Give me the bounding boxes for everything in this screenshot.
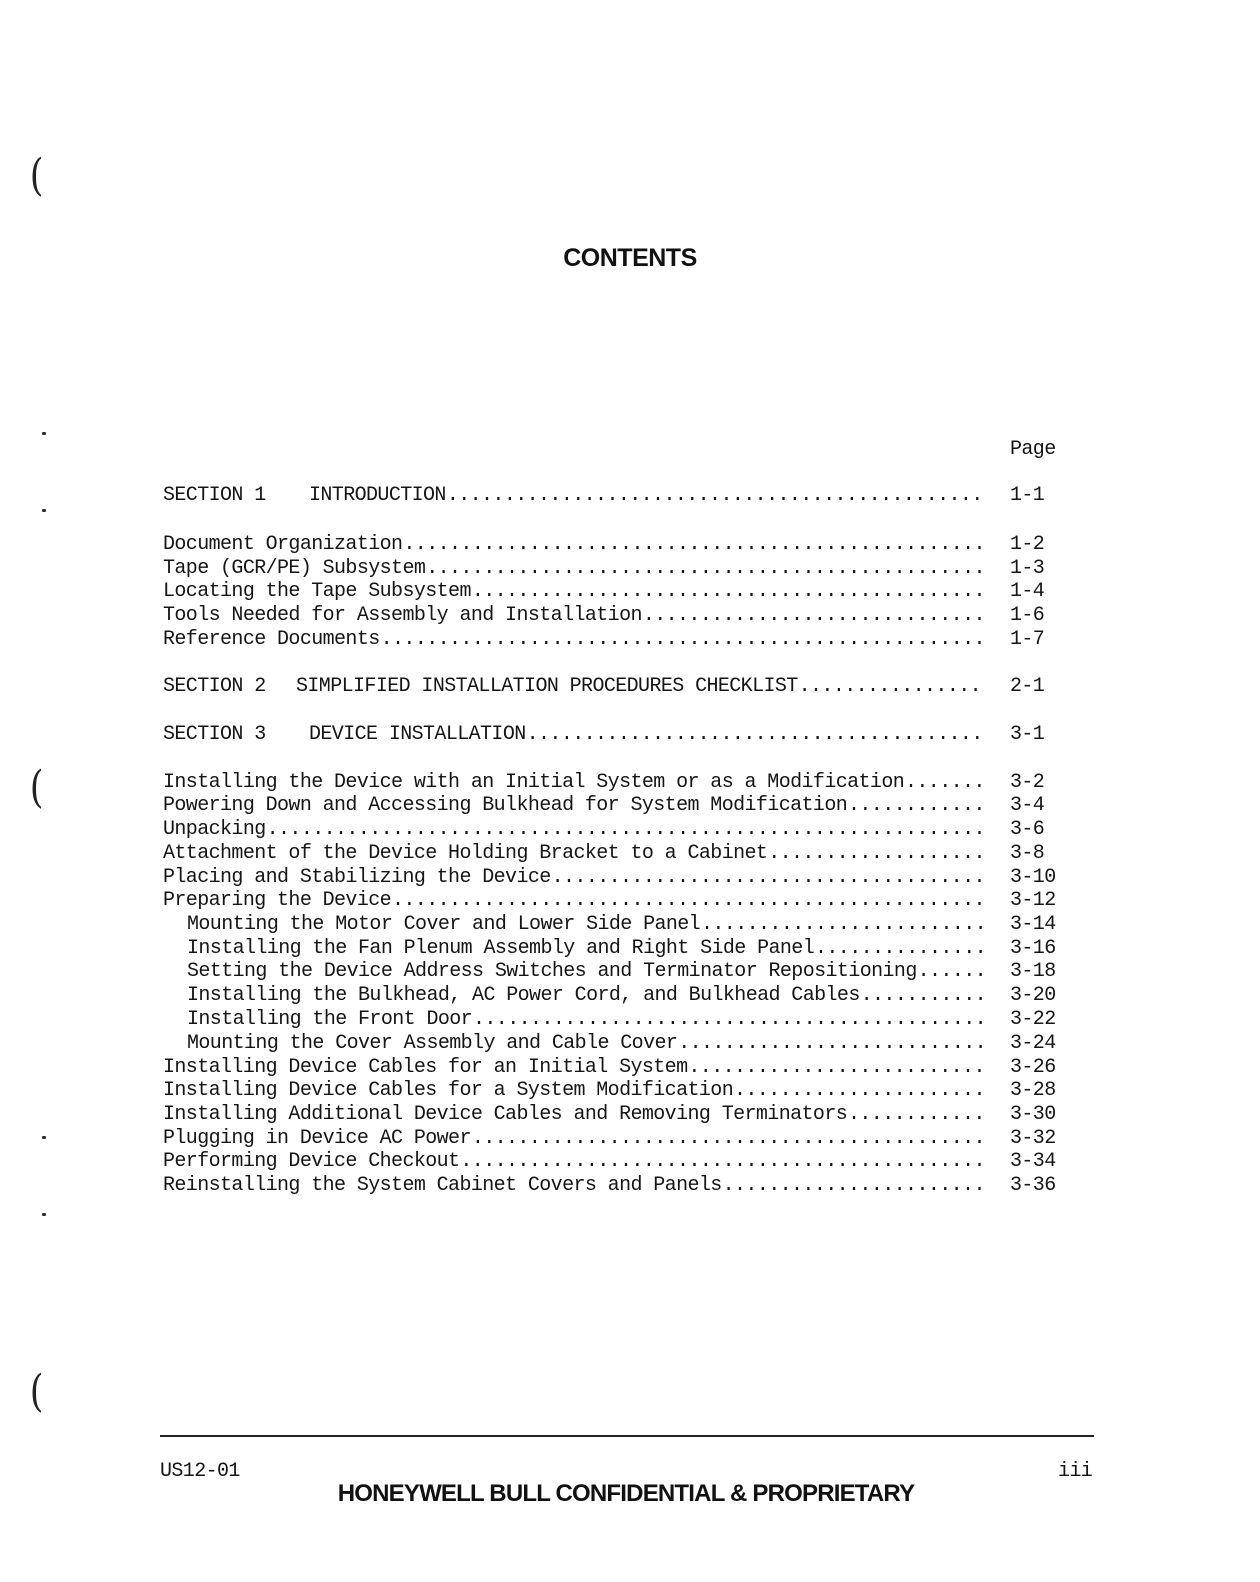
toc-entry-row[interactable] xyxy=(163,1174,1063,1198)
toc-page-ref: 3-6 xyxy=(1010,818,1045,841)
toc-leader-dots: .............................................. xyxy=(460,1150,985,1173)
scan-speck xyxy=(42,1136,46,1139)
document-id: US12-01 xyxy=(160,1460,240,1483)
toc-page-ref: 2-1 xyxy=(1010,675,1045,698)
toc-page-ref: 3-12 xyxy=(1010,889,1056,912)
toc-section-label: SECTION 2 xyxy=(163,675,266,698)
toc-entry-title: Installing the Front Door xyxy=(187,1008,473,1031)
toc-page-ref: 3-24 xyxy=(1010,1032,1056,1055)
toc-leader-dots: ................................................. xyxy=(426,557,985,580)
binding-mark-top: ( xyxy=(29,150,44,201)
toc-leader-dots: .......................... xyxy=(688,1056,985,1079)
toc-page-ref: 3-20 xyxy=(1010,984,1056,1007)
toc-entry-title: Reinstalling the System Cabinet Covers and Panels xyxy=(163,1174,722,1197)
toc-leader-dots: ............................................... xyxy=(446,484,983,507)
toc-page-ref: 3-4 xyxy=(1010,794,1045,817)
toc-leader-dots: ....................... xyxy=(722,1174,985,1197)
binding-mark-bottom: ( xyxy=(29,1366,44,1417)
toc-entry-row[interactable] xyxy=(163,818,1063,842)
toc-page-ref: 3-16 xyxy=(1010,937,1056,960)
toc-leader-dots: ................... xyxy=(768,842,985,865)
toc-leader-dots: .............................. xyxy=(642,604,985,627)
toc-page-ref: 3-2 xyxy=(1010,771,1045,794)
toc-leader-dots: ............................................. xyxy=(473,1008,987,1031)
toc-page-ref: 3-26 xyxy=(1010,1056,1056,1079)
scan-speck xyxy=(42,432,46,435)
toc-entry-title: Tape (GCR/PE) Subsystem xyxy=(163,557,426,580)
toc-subentry-row[interactable] xyxy=(163,937,1063,961)
toc-entry-row[interactable] xyxy=(163,1079,1063,1103)
toc-entry-row[interactable] xyxy=(163,580,1063,604)
toc-entry-title: Preparing the Device xyxy=(163,889,392,912)
toc-leader-dots: ......................... xyxy=(701,913,987,936)
toc-entry-row[interactable] xyxy=(163,1127,1063,1151)
toc-leader-dots: ............ xyxy=(848,794,985,817)
toc-entry-row[interactable] xyxy=(163,1056,1063,1080)
toc-leader-dots: .................................................... xyxy=(392,889,985,912)
toc-entry-row[interactable] xyxy=(163,628,1063,652)
toc-leader-dots: ..................................................... xyxy=(380,628,985,651)
toc-entry-title: Powering Down and Accessing Bulkhead for System Modification xyxy=(163,794,848,817)
toc-page-ref: 3-34 xyxy=(1010,1150,1056,1173)
toc-entry-row[interactable] xyxy=(163,557,1063,581)
toc-page-ref: 3-18 xyxy=(1010,960,1056,983)
toc-section-label: SECTION 3 xyxy=(163,723,266,746)
toc-entry-title: Placing and Stabilizing the Device xyxy=(163,866,551,889)
toc-page-ref: 3-28 xyxy=(1010,1079,1056,1102)
toc-subentry-row[interactable] xyxy=(163,1032,1063,1056)
toc-section-row[interactable] xyxy=(163,675,1063,699)
toc-entry-row[interactable] xyxy=(163,1103,1063,1127)
toc-section-title: DEVICE INSTALLATION xyxy=(309,723,526,746)
toc-entry-title: Performing Device Checkout xyxy=(163,1150,460,1173)
toc-entry-row[interactable] xyxy=(163,1150,1063,1174)
toc-entry-title: Attachment of the Device Holding Bracket to a Cabinet xyxy=(163,842,768,865)
toc-leader-dots: ....... xyxy=(905,771,985,794)
page-number: iii xyxy=(1058,1460,1093,1483)
toc-leader-dots: ...................................... xyxy=(551,866,985,889)
toc-leader-dots: ...................... xyxy=(734,1079,985,1102)
toc-entry-title: Plugging in Device AC Power xyxy=(163,1127,471,1150)
toc-entry-title: Installing the Fan Plenum Assembly and Right Side Panel xyxy=(187,937,815,960)
toc-entry-title: Installing Device Cables for an Initial System xyxy=(163,1056,688,1079)
scan-speck xyxy=(42,1213,46,1216)
toc-entry-title: Document Organization xyxy=(163,533,403,556)
toc-entry-title: Installing the Device with an Initial System or as a Modification xyxy=(163,771,905,794)
toc-entry-row[interactable] xyxy=(163,866,1063,890)
toc-subentry-row[interactable] xyxy=(163,1008,1063,1032)
toc-page-ref: 3-32 xyxy=(1010,1127,1056,1150)
toc-page-ref: 3-36 xyxy=(1010,1174,1056,1197)
toc-entry-row[interactable] xyxy=(163,604,1063,628)
toc-page-ref: 3-8 xyxy=(1010,842,1045,865)
page-title: CONTENTS xyxy=(563,244,697,272)
toc-entry-row[interactable] xyxy=(163,842,1063,866)
toc-section-title: SIMPLIFIED INSTALLATION PROCEDURES CHECKLIST xyxy=(296,675,798,698)
toc-page-ref: 1-1 xyxy=(1010,484,1045,507)
toc-entry-title: Installing the Bulkhead, AC Power Cord, and Bulkhead Cables xyxy=(187,984,860,1007)
toc-leader-dots: ............................................. xyxy=(471,1127,985,1150)
toc-section-row[interactable] xyxy=(163,723,1063,747)
toc-entry-title: Mounting the Motor Cover and Lower Side Panel xyxy=(187,913,701,936)
toc-entry-title: Mounting the Cover Assembly and Cable Cover xyxy=(187,1032,678,1055)
toc-leader-dots: ................................................... xyxy=(403,533,985,556)
toc-leader-dots: ............... xyxy=(815,937,987,960)
toc-leader-dots: ............................................. xyxy=(471,580,985,603)
toc-leader-dots: ........................... xyxy=(678,1032,987,1055)
toc-entry-title: Unpacking xyxy=(163,818,266,841)
toc-page-ref: 3-10 xyxy=(1010,866,1056,889)
toc-entry-title: Locating the Tape Subsystem xyxy=(163,580,471,603)
toc-page-ref: 3-1 xyxy=(1010,723,1045,746)
toc-leader-dots: ...... xyxy=(917,960,987,983)
toc-entry-title: Setting the Device Address Switches and Terminator Repositioning xyxy=(187,960,917,983)
confidentiality-notice: HONEYWELL BULL CONFIDENTIAL & PROPRIETARY xyxy=(337,1480,915,1507)
toc-page-ref: 1-3 xyxy=(1010,557,1045,580)
toc-page-ref: 1-7 xyxy=(1010,628,1045,651)
scan-speck xyxy=(42,509,46,512)
toc-section-label: SECTION 1 xyxy=(163,484,266,507)
toc-entry-title: Tools Needed for Assembly and Installation xyxy=(163,604,642,627)
toc-page-ref: 3-30 xyxy=(1010,1103,1056,1126)
toc-page-ref: 3-14 xyxy=(1010,913,1056,936)
toc-page-ref: 1-6 xyxy=(1010,604,1045,627)
toc-entry-row[interactable] xyxy=(163,771,1063,795)
toc-entry-row[interactable] xyxy=(163,533,1063,557)
page-column-header: Page xyxy=(1010,438,1056,461)
toc-leader-dots: ................ xyxy=(798,675,982,698)
toc-leader-dots: ........................................ xyxy=(526,723,983,746)
footer-divider xyxy=(160,1435,1094,1437)
toc-entry-row[interactable] xyxy=(163,889,1063,913)
toc-subentry-row[interactable] xyxy=(163,984,1063,1008)
toc-leader-dots: ............................................................... xyxy=(266,818,985,841)
toc-leader-dots: ........... xyxy=(860,984,987,1007)
binding-mark-middle: ( xyxy=(29,762,44,813)
toc-entry-row[interactable] xyxy=(163,794,1063,818)
toc-page-ref: 3-22 xyxy=(1010,1008,1056,1031)
toc-entry-title: Installing Additional Device Cables and Removing Terminators xyxy=(163,1103,848,1126)
toc-page-ref: 1-2 xyxy=(1010,533,1045,556)
toc-section-row[interactable] xyxy=(163,484,1063,508)
toc-page-ref: 1-4 xyxy=(1010,580,1045,603)
toc-subentry-row[interactable] xyxy=(163,913,1063,937)
toc-entry-title: Reference Documents xyxy=(163,628,380,651)
toc-leader-dots: ............ xyxy=(848,1103,985,1126)
toc-entry-title: Installing Device Cables for a System Modification xyxy=(163,1079,734,1102)
toc-section-title: INTRODUCTION xyxy=(309,484,446,507)
toc-subentry-row[interactable] xyxy=(163,960,1063,984)
